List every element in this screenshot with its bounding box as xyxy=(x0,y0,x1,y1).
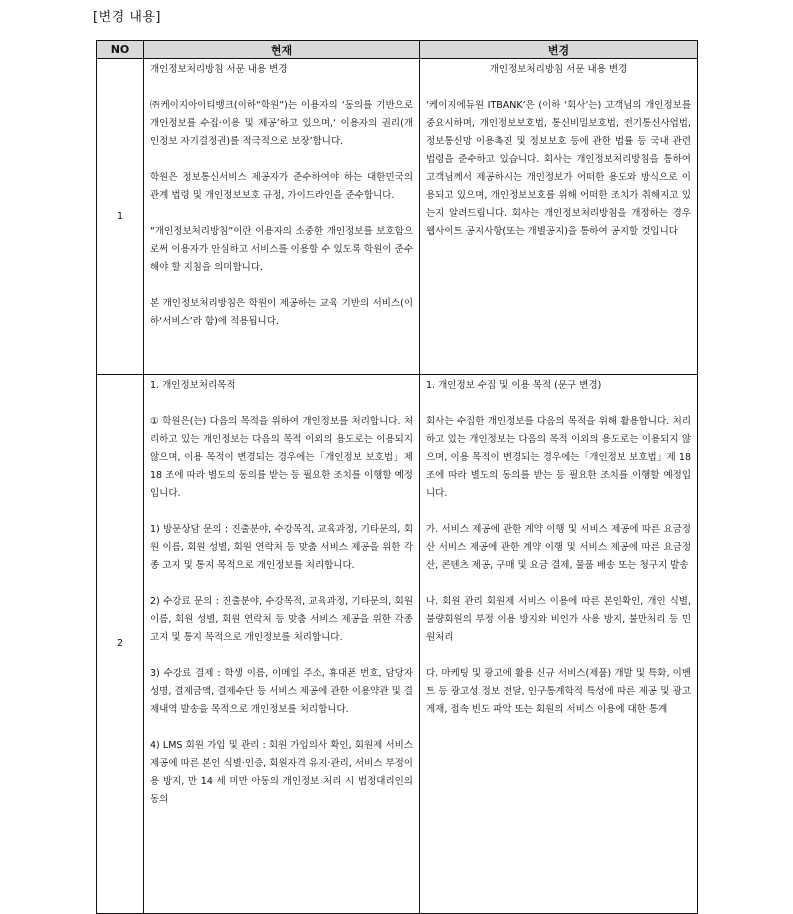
current-cell xyxy=(144,59,420,375)
changed-cell xyxy=(420,59,698,375)
current-cell xyxy=(144,375,420,914)
table-header-row xyxy=(97,41,698,59)
section-heading: [변경 내용] xyxy=(93,10,162,25)
changed-paragraph: 가. 서비스 제공에 관한 계약 이행 및 서비스 제공에 따른 요금정산 서비스 제공에 관한 계약 이행 및 서비스 제공에 따른 요금정산, 콘텐츠 제공, 구매 및 요금 결제, 물품 배송 또는 청구지 발송 xyxy=(426,524,691,571)
header-current: 현재 xyxy=(144,41,420,59)
current-paragraph: 학원은 정보통신서비스 제공자가 준수하여야 하는 대한민국의 관계 법령 및 개인정보보호 규정, 가이드라인을 준수합니다. xyxy=(150,172,413,201)
current-paragraph: “개인정보처리방침”이란 이용자의 소중한 개인정보를 보호함으로써 이용자가 안심하고 서비스를 이용할 수 있도록 학원이 준수해야 할 지침을 의미합니다. xyxy=(150,226,413,273)
row-number: 2 xyxy=(97,375,144,914)
table-row xyxy=(97,375,698,914)
changed-cell xyxy=(420,375,698,914)
header-changed: 변경 xyxy=(420,41,698,59)
current-paragraph: 본 개인정보처리방침은 학원이 제공하는 교육 기반의 서비스(이하‘서비스’라 함)에 적용됩니다. xyxy=(150,298,413,327)
row-number: 1 xyxy=(97,59,144,375)
current-paragraph: 4) LMS 회원 가입 및 관리 : 회원 가입의사 확인, 회원제 서비스 제공에 따른 본인 식별·인증, 회원자격 유지·관리, 서비스 부정이용 방지, 만 14 세 미만 아동의 개인정보 처리 시 법정대리인의 동의 xyxy=(150,740,413,805)
current-paragraph: 1) 방문상담 문의 : 진출분야, 수강목적, 교육과정, 기타문의, 회원 이름, 회원 성별, 회원 연락처 등 맞춤 서비스 제공을 위한 각종 고지 및 통지 목적으로 개인정보를 처리합니다. xyxy=(150,524,413,571)
changed-paragraph: 1. 개인정보 수집 및 이용 목적 (문구 변경) xyxy=(426,380,602,391)
table-row xyxy=(97,59,698,375)
changed-paragraph: 개인정보처리방침 서문 내용 변경 xyxy=(489,64,628,75)
changes-table xyxy=(96,40,698,914)
changed-paragraph: 나. 회원 관리 회원제 서비스 이용에 따른 본인확인, 개인 식별, 불량회원의 부정 이용 방지와 비인가 사용 방지, 불만처리 등 민원처리 xyxy=(426,596,691,643)
changed-paragraph: ‘케이지에듀원 ITBANK’은 (이하 ‘회사’는) 고객님의 개인정보를 중요시하며, 개인정보보호법, 통신비밀보호법, 전기통신사업법, 정보통신망 이용촉진 및 정보보호 등에 관한 법률 등 국내 관련 법령을 준수하고 있습니다. 회사는 개인정보처리방침을 통하여 고객님께서 제공하시는 개인정보가 어떠한 용도와 방식으로 이용되고 있으며, 개인정보보호를 위해 어떠한 조치가 취해지고 있는지 알려드립니다. 회사는 개인정보처리방침을 개정하는 경우 웹사이트 공지사항(또는 개별공지)을 통하여 공지할 것입니다 xyxy=(426,100,691,237)
current-paragraph: 3) 수강료 결제 : 학생 이름, 이메일 주소, 휴대폰 번호, 담당자 성명, 결제금액, 결제수단 등 서비스 제공에 관한 이용약관 및 결제내역 발송을 목적으로 개인정보를 처리합니다. xyxy=(150,668,413,715)
header-no: NO xyxy=(97,41,144,59)
changed-paragraph: 다. 마케팅 및 광고에 활용 신규 서비스(제품) 개발 및 특화, 이벤트 등 광고성 정보 전달, 인구통계학적 특성에 따른 제공 및 광고 게재, 접속 빈도 파악 또는 회원의 서비스 이용에 대한 통계 xyxy=(426,668,691,715)
current-paragraph: 2) 수강료 문의 : 진출분야, 수강목적, 교육과정, 기타문의, 회원 이름, 회원 성별, 회원 연락처 등 맞춤 서비스 제공을 위한 각종 고지 및 통지 목적으로 개인정보를 처리합니다. xyxy=(150,596,413,643)
current-paragraph: 개인정보처리방침 서문 내용 변경 xyxy=(150,64,288,75)
current-paragraph: ① 학원은(는) 다음의 목적을 위하여 개인정보를 처리합니다. 처리하고 있는 개인정보는 다음의 목적 이외의 용도로는 이용되지 않으며, 이용 목적이 변경되는 경우에는「개인정보 보호법」제 18 조에 따라 별도의 동의를 받는 등 필요한 조치를 이행할 예정입니다. xyxy=(150,416,413,499)
current-paragraph: 1. 개인정보처리목적 xyxy=(150,380,236,391)
changed-paragraph: 회사는 수집한 개인정보를 다음의 목적을 위해 활용합니다. 처리하고 있는 개인정보는 다음의 목적 이외의 용도로는 이용되지 않으며, 이용 목적이 변경되는 경우에는「개인정보 보호법」제 18조에 따라 별도의 동의를 받는 등 필요한 조치를 이행할 예정입니다. xyxy=(426,416,691,499)
current-paragraph: ㈜케이지아이티뱅크(이하“학원”)는 이용자의 ‘동의를 기반으로 개인정보를 수집·이용 및 제공’하고 있으며,‘ 이용자의 권리(개인정보 자기결정권)를 적극적으로 보장’합니다. xyxy=(150,100,413,147)
